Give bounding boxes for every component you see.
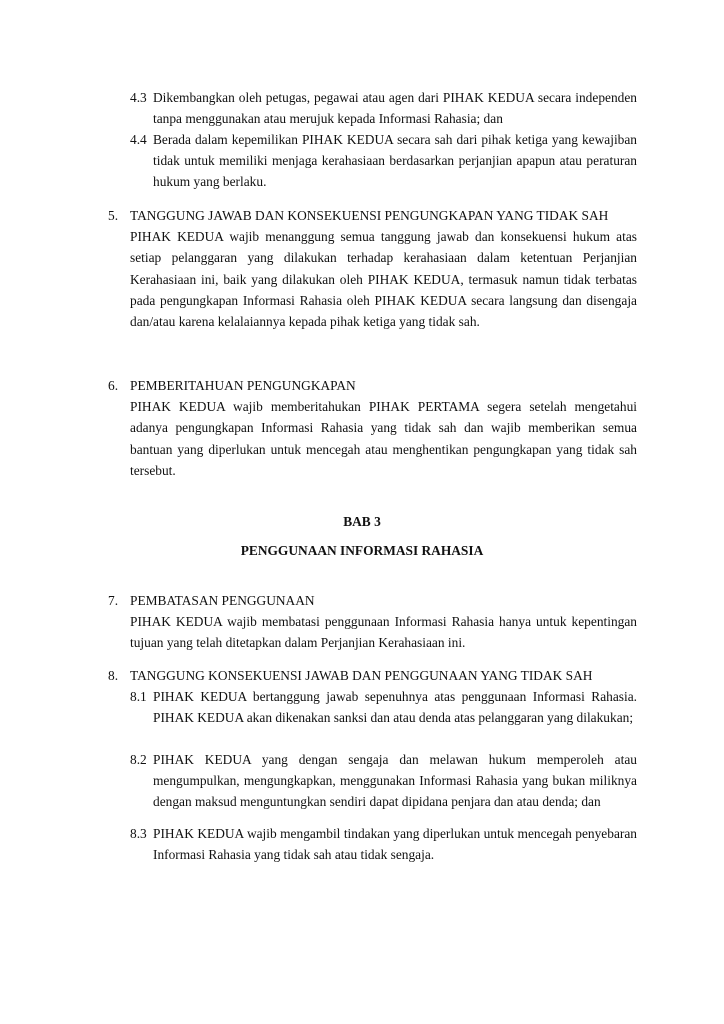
clause-8-3: [130, 823, 637, 865]
clause-number: 4.3: [130, 90, 147, 105]
section-body: PIHAK KEDUA wajib menanggung semua tanggung jawab dan konsekuensi hukum atas setiap pelanggaran yang dilakukan terhadap kerahasiaan dalam ketentuan Perjanjian Kerahasiaan ini, baik yang dilakukan oleh PIHAK KEDUA, termasuk namun tidak terbatas pada pengungkapan Informasi Rahasia oleh PIHAK KEDUA secara langsung dan disengaja dan/atau karena kelalaiannya kepada pihak ketiga yang tidak sah.: [130, 229, 637, 330]
clause-number: 8.2: [130, 752, 147, 767]
clause-8-2: [130, 749, 637, 813]
section-body: PIHAK KEDUA wajib membatasi penggunaan Informasi Rahasia hanya untuk kepentingan tujuan yang telah ditetapkan dalam Perjanjian Kerahasiaan ini.: [130, 614, 637, 651]
clause-text: PIHAK KEDUA bertanggung jawab sepenuhnya atas penggunaan Informasi Rahasia. PIHAK KEDUA akan dikenakan sanksi dan atau denda atas pelanggaran yang dilakukan;: [153, 689, 637, 726]
clause-8-1: [130, 686, 637, 728]
clause-text: PIHAK KEDUA yang dengan sengaja dan melawan hukum memperoleh atau mengumpulkan, mengungkapkan, menggunakan Informasi Rahasia yang bukan miliknya dengan maksud menguntungkan sendiri dapat dipidana penjara dan atau denda; dan: [153, 752, 637, 810]
section-heading: TANGGUNG KONSEKUENSI JAWAB DAN PENGGUNAAN YANG TIDAK SAH: [130, 668, 593, 683]
chapter-label: BAB 3: [343, 514, 381, 529]
section-number: 7.: [108, 593, 119, 608]
section-6: [108, 375, 637, 481]
chapter-title: PENGGUNAAN INFORMASI RAHASIA: [240, 543, 484, 558]
section-number: 8.: [108, 668, 119, 683]
clause-text: Dikembangkan oleh petugas, pegawai atau agen dari PIHAK KEDUA secara independen tanpa menggunakan atau merujuk kepada Informasi Rahasia; dan: [153, 90, 637, 127]
section-number: 5.: [108, 208, 119, 223]
section-heading: PEMBERITAHUAN PENGUNGKAPAN: [130, 378, 356, 393]
clause-text: PIHAK KEDUA wajib mengambil tindakan yang diperlukan untuk mencegah penyebaran Informasi Rahasia yang tidak sah atau tidak sengaja.: [153, 826, 637, 863]
section-7: [108, 590, 637, 654]
section-number: 6.: [108, 378, 119, 393]
section-heading: PEMBATASAN PENGGUNAAN: [130, 593, 315, 608]
clause-4-4: [130, 129, 637, 193]
clause-number: 8.1: [130, 689, 147, 704]
section-heading: TANGGUNG JAWAB DAN KONSEKUENSI PENGUNGKAPAN YANG TIDAK SAH: [130, 208, 609, 223]
section-body: PIHAK KEDUA wajib memberitahukan PIHAK PERTAMA segera setelah mengetahui adanya pengungkapan Informasi Rahasia yang tidak sah dan wajib memberikan semua bantuan yang diperlukan untuk mencegah atau menghentikan pengungkapan yang tidak sah tersebut.: [130, 399, 637, 478]
clause-text: Berada dalam kepemilikan PIHAK KEDUA secara sah dari pihak ketiga yang kewajiban tidak untuk memiliki menjaga kerahasiaan berdasarkan perjanjian apapun atau peraturan hukum yang berlaku.: [153, 132, 637, 190]
clause-number: 4.4: [130, 132, 147, 147]
section-5: [108, 205, 637, 332]
section-8: [108, 665, 637, 686]
clause-number: 8.3: [130, 826, 147, 841]
clause-4-3: [130, 87, 637, 129]
